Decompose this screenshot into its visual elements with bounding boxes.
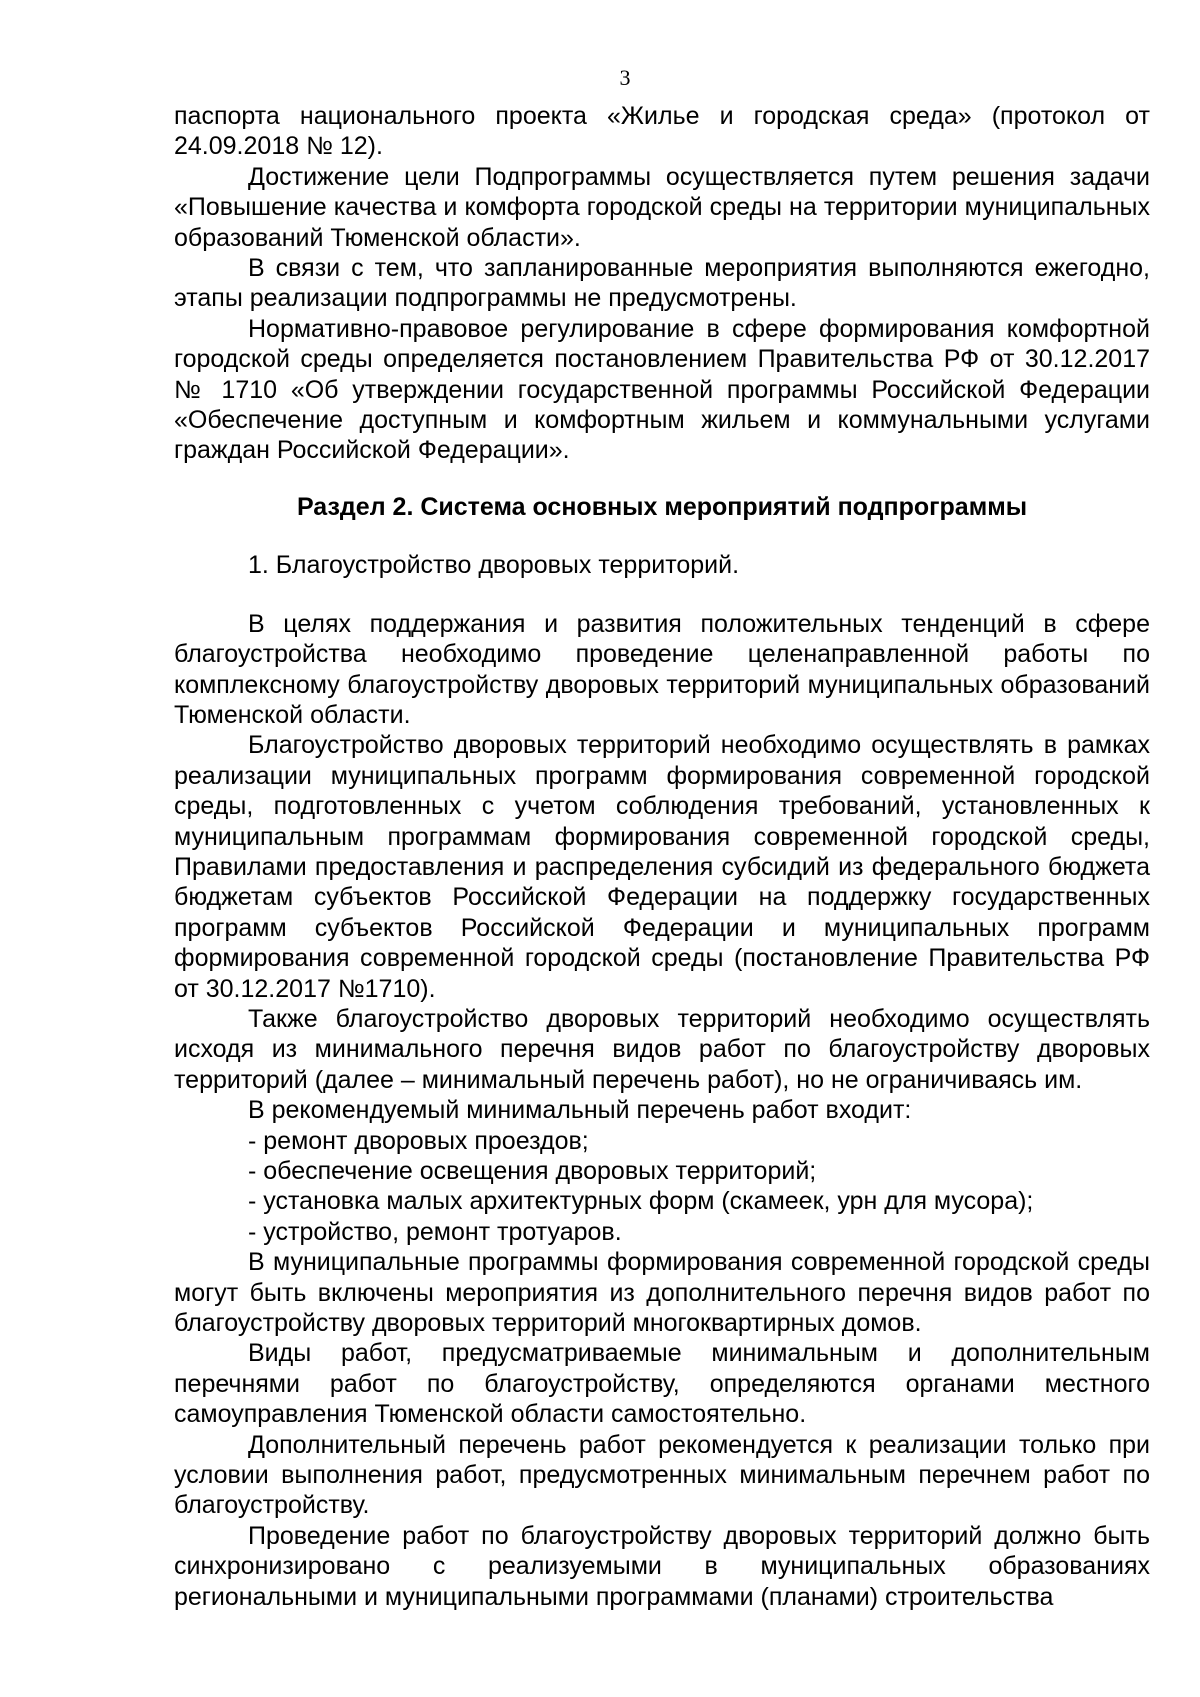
- spacer: [174, 522, 1150, 550]
- paragraph: паспорта национального проекта «Жилье и городская среда» (протокол от 24.09.2018 № 12).: [174, 102, 1150, 161]
- paragraph: В рекомендуемый минимальный перечень работ входит:: [248, 1096, 912, 1125]
- list-item: - обеспечение освещения дворовых территорий;: [248, 1157, 817, 1185]
- paragraph: Также благоустройство дворовых территорий необходимо осуществлять исходя из минимального перечня видов работ по благоустройству дворовых территорий (далее – минимальный перечень работ), но не ограничиваясь им.: [174, 1004, 1150, 1094]
- paragraph: Проведение работ по благоустройству дворовых территорий должно быть синхронизировано с реализуемыми в муниципальных образованиях региональными и муниципальными программами (планами) строительства: [174, 1521, 1150, 1611]
- subsection-item: 1. Благоустройство дворовых территорий.: [248, 551, 740, 580]
- list-item: - устройство, ремонт тротуаров.: [248, 1217, 622, 1246]
- paragraph: Виды работ, предусматриваемые минимальным и дополнительным перечнями работ по благоустройству, определяются органами местного самоуправления Тюменской области самостоятельно.: [174, 1339, 1150, 1429]
- paragraph: В целях поддержания и развития положительных тенденций в сфере благоустройства необходимо проведение целенаправленной работы по комплексному благоустройству дворовых территорий муниципальных образований Тюменской области.: [174, 609, 1150, 729]
- spacer: [174, 466, 1150, 492]
- page-number: 3: [619, 65, 631, 90]
- paragraph: В муниципальные программы формирования современной городской среды могут быть включены мероприятия из дополнительного перечня видов работ по благоустройству дворовых территорий многоквартирных домов.: [174, 1248, 1150, 1338]
- section-heading: Раздел 2. Система основных мероприятий подпрограммы: [296, 492, 1028, 521]
- paragraph: Нормативно-правовое регулирование в сфере формирования комфортной городской среды определяется постановлением Правительства РФ от 30.12.2017 № 1710 «Об утверждении государственной программы Российской Федерации «Обеспечение доступным и комфортным жильем и коммунальными услугами граждан Российской Федерации».: [174, 314, 1150, 465]
- list-item: - установка малых архитектурных форм (скамеек, урн для мусора);: [248, 1187, 1034, 1216]
- paragraph: Достижение цели Подпрограммы осуществляется путем решения задачи «Повышение качества и комфорта городской среды на территории муниципальных образований Тюменской области».: [174, 162, 1150, 252]
- document-body: [174, 101, 1150, 1612]
- paragraph: Дополнительный перечень работ рекомендуется к реализации только при условии выполнения работ, предусмотренных минимальным перечнем работ по благоустройству.: [174, 1430, 1150, 1520]
- paragraph: Благоустройство дворовых территорий необходимо осуществлять в рамках реализации муниципальных программ формирования современной городской среды, подготовленных с учетом соблюдения требований, установленных к муниципальным программам формирования современной городской среды, Правилами предоставления и распределения субсидий из федерального бюджета бюджетам субъектов Российской Федерации на поддержку государственных программ субъектов Российской Федерации и муниципальных программ формирования современной городской среды (постановление Правительства РФ от 30.12.2017 №1710).: [174, 731, 1150, 1003]
- paragraph: В связи с тем, что запланированные мероприятия выполняются ежегодно, этапы реализации подпрограммы не предусмотрены.: [174, 254, 1150, 313]
- spacer: [174, 581, 1150, 609]
- list-item: - ремонт дворовых проездов;: [248, 1126, 589, 1155]
